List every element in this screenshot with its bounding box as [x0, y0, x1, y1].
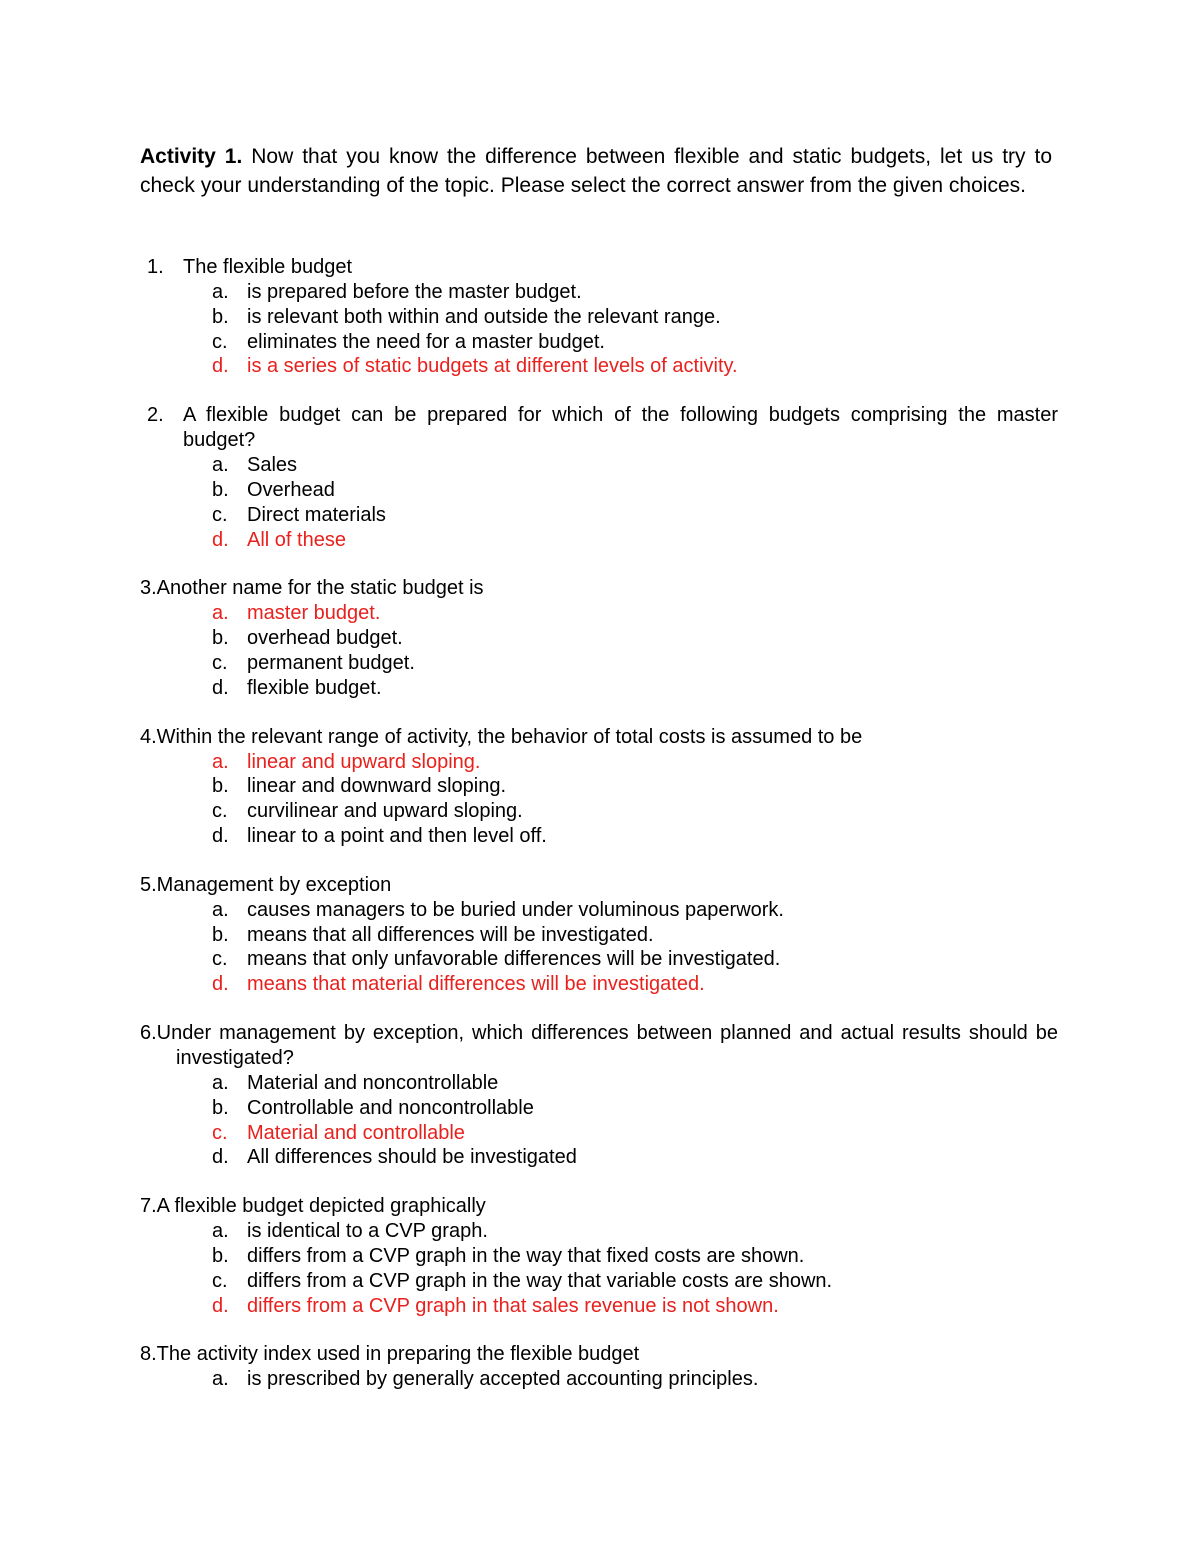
- choice-b: [0, 923, 1200, 948]
- question-4: [0, 725, 1200, 849]
- question-stem: [0, 576, 1200, 601]
- choice-text: differs from a CVP graph in the way that fixed costs are shown.: [247, 1244, 805, 1267]
- question-text: 8.The activity index used in preparing the flexible budget: [140, 1343, 640, 1366]
- choice-b: [0, 1244, 1200, 1269]
- question-stem: [0, 725, 1200, 750]
- question-8: [0, 1342, 1200, 1392]
- choice-letter: d.: [212, 676, 229, 699]
- choice-text: means that only unfavorable differences will be investigated.: [247, 948, 781, 971]
- choice-letter: a.: [212, 454, 229, 477]
- choice-text: overhead budget.: [247, 627, 403, 650]
- choice-text: Material and noncontrollable: [247, 1071, 499, 1094]
- question-3: [0, 576, 1200, 700]
- choice-letter: b.: [212, 478, 229, 501]
- choice-text: Controllable and noncontrollable: [247, 1096, 534, 1119]
- choice-b: [0, 626, 1200, 651]
- choice-text: causes managers to be buried under voluminous paperwork.: [247, 898, 784, 921]
- choice-text: Sales: [247, 454, 298, 477]
- question-6: [0, 1021, 1200, 1170]
- choice-text: means that material differences will be investigated.: [247, 973, 705, 996]
- choice-text: All differences should be investigated: [247, 1146, 577, 1169]
- choice-text: Direct materials: [247, 503, 386, 526]
- choice-letter: b.: [212, 1096, 229, 1119]
- choice-d-correct: [0, 1294, 1200, 1319]
- choice-a-correct: [0, 750, 1200, 775]
- choice-text: Overhead: [247, 478, 335, 501]
- question-stem: [0, 403, 1200, 453]
- choice-text: All of these: [247, 528, 346, 551]
- choice-text: permanent budget.: [247, 651, 415, 674]
- choice-c: [0, 651, 1200, 676]
- choice-letter: b.: [212, 775, 229, 798]
- choice-letter: c.: [212, 1121, 228, 1144]
- question-list: [0, 255, 1200, 1416]
- choice-text: means that all differences will be investigated.: [247, 923, 654, 946]
- choice-a: [0, 453, 1200, 478]
- choice-text: linear and upward sloping.: [247, 750, 481, 773]
- question-number: 2.: [147, 404, 164, 427]
- choice-letter: a.: [212, 1220, 229, 1243]
- choice-c: [0, 1269, 1200, 1294]
- question-2: [0, 403, 1200, 552]
- choice-a-correct: [0, 601, 1200, 626]
- choice-text: is a series of static budgets at different levels of activity.: [247, 355, 738, 378]
- choice-d-correct: [0, 528, 1200, 553]
- question-text: A flexible budget can be prepared for which of the following budgets comprising the master budget?: [183, 404, 1058, 452]
- choice-list: [0, 601, 1200, 700]
- choice-letter: d.: [212, 528, 229, 551]
- activity-instructions: Now that you know the difference between flexible and static budgets, let us try to check your understanding of the topic. Please select the correct answer from the given choices.: [140, 145, 1052, 197]
- choice-letter: a.: [212, 898, 229, 921]
- choice-list: [0, 453, 1200, 552]
- choice-list: [0, 750, 1200, 849]
- choice-a: [0, 1219, 1200, 1244]
- choice-letter: c.: [212, 503, 228, 526]
- activity-intro: [140, 143, 1052, 200]
- choice-letter: a.: [212, 1368, 229, 1391]
- choice-text: is identical to a CVP graph.: [247, 1220, 488, 1243]
- choice-list: [0, 1219, 1200, 1318]
- choice-text: curvilinear and upward sloping.: [247, 800, 523, 823]
- choice-text: flexible budget.: [247, 676, 382, 699]
- choice-text: is prescribed by generally accepted accounting principles.: [247, 1368, 759, 1391]
- choice-letter: b.: [212, 305, 229, 328]
- question-1: [0, 255, 1200, 379]
- choice-c: [0, 947, 1200, 972]
- choice-letter: b.: [212, 627, 229, 650]
- choice-d: [0, 1145, 1200, 1170]
- choice-b: [0, 1096, 1200, 1121]
- choice-letter: c.: [212, 651, 228, 674]
- choice-letter: c.: [212, 1269, 228, 1292]
- choice-list: [0, 280, 1200, 379]
- choice-a: [0, 898, 1200, 923]
- choice-text: differs from a CVP graph in that sales revenue is not shown.: [247, 1294, 779, 1317]
- choice-c: [0, 503, 1200, 528]
- choice-text: linear to a point and then level off.: [247, 824, 547, 847]
- question-stem: [0, 1342, 1200, 1367]
- choice-d-correct: [0, 354, 1200, 379]
- question-stem: [0, 1021, 1200, 1071]
- choice-text: is relevant both within and outside the relevant range.: [247, 305, 721, 328]
- choice-c: [0, 799, 1200, 824]
- choice-letter: a.: [212, 602, 229, 625]
- choice-text: master budget.: [247, 602, 381, 625]
- choice-letter: c.: [212, 948, 228, 971]
- choice-letter: b.: [212, 923, 229, 946]
- choice-letter: c.: [212, 800, 228, 823]
- choice-list: [0, 1367, 1200, 1392]
- choice-d: [0, 676, 1200, 701]
- choice-d: [0, 824, 1200, 849]
- question-stem: [0, 873, 1200, 898]
- choice-letter: d.: [212, 973, 229, 996]
- question-stem: [0, 1194, 1200, 1219]
- choice-b: [0, 305, 1200, 330]
- choice-a: [0, 1071, 1200, 1096]
- choice-letter: d.: [212, 1146, 229, 1169]
- choice-d-correct: [0, 972, 1200, 997]
- choice-letter: d.: [212, 355, 229, 378]
- choice-letter: a.: [212, 281, 229, 303]
- question-text: The flexible budget: [183, 256, 353, 278]
- question-number: 1.: [147, 256, 164, 278]
- choice-letter: d.: [212, 1294, 229, 1317]
- question-text: 3.Another name for the static budget is: [140, 577, 484, 600]
- question-text: 6.Under management by exception, which differences between planned and actual results should be investigated?: [140, 1021, 1058, 1069]
- question-5: [0, 873, 1200, 997]
- choice-text: linear and downward sloping.: [247, 775, 507, 798]
- choice-letter: c.: [212, 330, 228, 353]
- choice-text: differs from a CVP graph in the way that variable costs are shown.: [247, 1269, 833, 1292]
- choice-list: [0, 1071, 1200, 1170]
- choice-letter: d.: [212, 824, 229, 847]
- choice-b: [0, 774, 1200, 799]
- choice-a: [0, 280, 1200, 305]
- question-text: 4.Within the relevant range of activity, the behavior of total costs is assumed to be: [140, 725, 863, 748]
- choice-letter: b.: [212, 1244, 229, 1267]
- choice-list: [0, 898, 1200, 997]
- activity-label: Activity 1.: [140, 145, 243, 168]
- choice-letter: a.: [212, 1071, 229, 1094]
- choice-text: eliminates the need for a master budget.: [247, 330, 605, 353]
- question-text: 7.A flexible budget depicted graphically: [140, 1195, 486, 1218]
- choice-c: [0, 330, 1200, 355]
- choice-c-correct: [0, 1121, 1200, 1146]
- choice-b: [0, 478, 1200, 503]
- question-text: 5.Management by exception: [140, 873, 392, 896]
- choice-a: [0, 1367, 1200, 1392]
- question-7: [0, 1194, 1200, 1318]
- choice-letter: a.: [212, 750, 229, 773]
- choice-text: is prepared before the master budget.: [247, 281, 582, 303]
- choice-text: Material and controllable: [247, 1121, 465, 1144]
- question-stem: [0, 255, 1200, 280]
